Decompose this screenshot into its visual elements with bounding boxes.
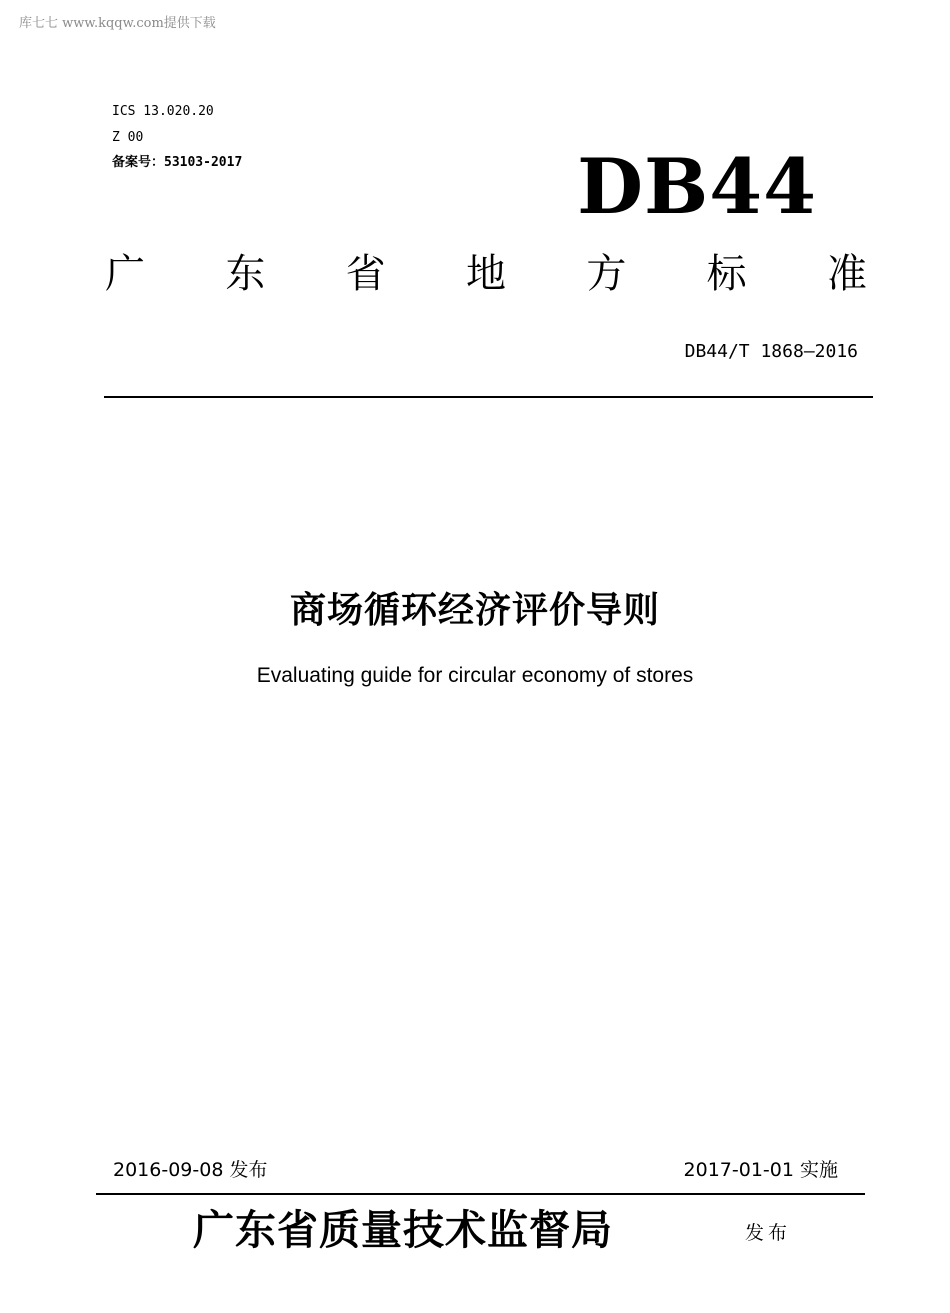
title-char: 广 [105, 251, 145, 297]
bottom-divider [96, 1193, 865, 1195]
title-char: 标 [706, 251, 747, 297]
filing-number: 备案号：53103-2017 [112, 155, 243, 170]
standard-type-title [105, 248, 867, 300]
title-char: 准 [826, 251, 867, 297]
effective-date: 2017-01-01 实施 [683, 1159, 838, 1181]
title-char: 省 [345, 251, 386, 297]
watermark-text: 库七七 www.kqqw.com提供下载 [19, 16, 216, 31]
title-char: 方 [586, 251, 627, 297]
ics-code: ICS 13.020.20 [112, 104, 214, 119]
issuing-authority: 广东省质量技术监督局 [193, 1206, 613, 1254]
document-subtitle: Evaluating guide for circular economy of stores [256, 664, 694, 687]
title-char: 地 [465, 251, 506, 297]
standard-number: DB44/T 1868—2016 [684, 341, 858, 362]
standard-code-logo: DB44 [577, 142, 817, 231]
document-title: 商场循环经济评价导则 [289, 590, 660, 631]
top-divider [104, 396, 873, 398]
title-char: 东 [225, 251, 266, 297]
issuer-action: 发布 [745, 1222, 792, 1244]
category-code: Z 00 [112, 130, 144, 145]
issue-date: 2016-09-08 发布 [113, 1159, 268, 1181]
